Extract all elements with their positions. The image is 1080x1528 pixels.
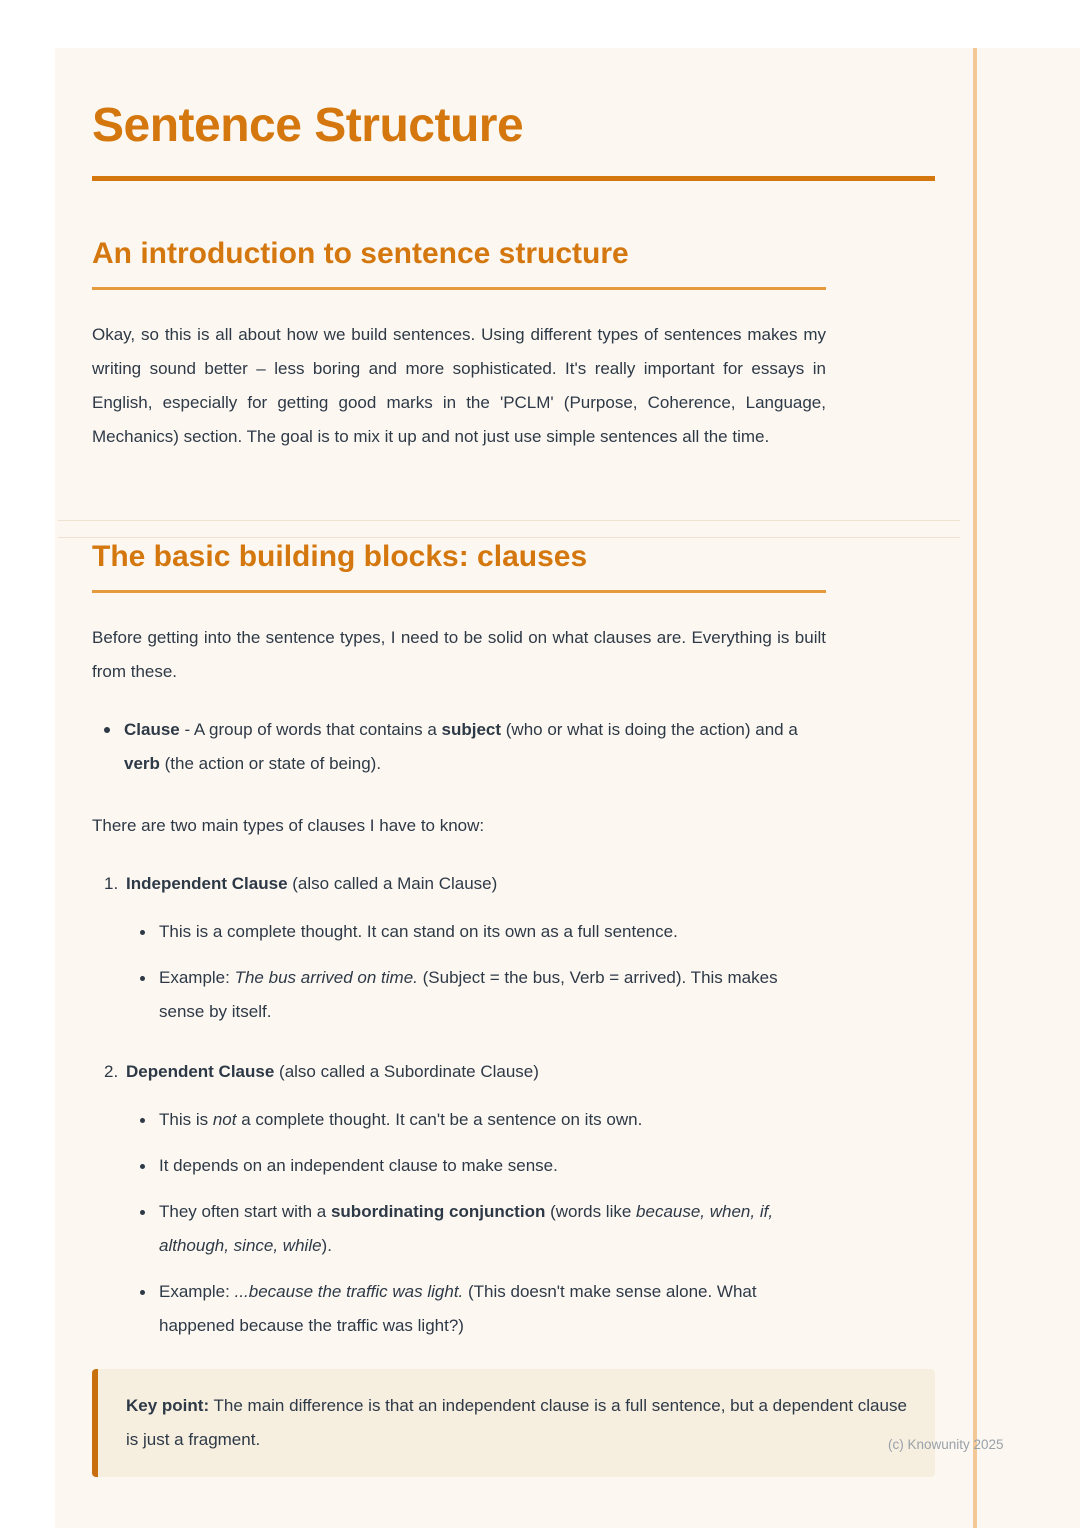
text-segment: ). (321, 1236, 332, 1255)
heading-divider (92, 287, 826, 290)
dependent-clause-term: Dependent Clause (126, 1062, 275, 1081)
list-item-text (159, 1275, 826, 1343)
bullet-icon (104, 727, 110, 733)
keypoint-text (126, 1389, 907, 1457)
bullet-icon (140, 1290, 145, 1295)
list-item (140, 1195, 826, 1263)
bullet-icon (140, 930, 145, 935)
text-segment: (who or what is doing the action) and a (501, 720, 798, 739)
list-item (140, 915, 826, 949)
introduction-paragraph: Okay, so this is all about how we build sentences. Using different types of sentences makes my writing sound better – less boring and more sophisticated. It's really important for essays in English, especially for getting good marks in the 'PCLM' (Purpose, Coherence, Language, Mechanics) section. The goal is to mix it up and not just use simple sentences all the time. (92, 325, 826, 446)
text-segment: This is (159, 1110, 213, 1129)
bullet-icon (140, 1210, 145, 1215)
section-heading-clauses: The basic building blocks: clauses (92, 540, 588, 573)
types-intro-paragraph: There are two main types of clauses I have to know: (92, 816, 485, 835)
independent-clause-heading (126, 867, 826, 901)
list-item-text (159, 1195, 826, 1263)
clauses-lead-paragraph: Before getting into the sentence types, I need to be solid on what clauses are. Everything is built from these. (92, 628, 826, 681)
text-segment: (Subject = the bus, Verb = arrived). This makes sense by itself. (159, 968, 778, 1021)
list-item (140, 1103, 826, 1137)
text-segment: (This doesn't make sense alone. What happened because the traffic was light?) (159, 1282, 757, 1335)
section-introduction (92, 237, 935, 454)
watermark: (c) Knowunity 2025 (888, 1437, 1004, 1452)
emphasis-word: not (212, 1110, 237, 1129)
text-segment: They often start with a (159, 1202, 331, 1221)
title-divider (92, 176, 935, 181)
dependent-clause-heading (126, 1055, 826, 1089)
keypoint-label: Key point: (126, 1396, 210, 1415)
bullet-icon (140, 1118, 145, 1123)
section-heading-introduction: An introduction to sentence structure (92, 237, 629, 270)
dependent-clause-points (92, 1103, 935, 1343)
list-item-text: This is a complete thought. It can stand on its own as a full sentence. (159, 922, 678, 941)
heading-divider (92, 590, 826, 593)
list-item (140, 1275, 826, 1343)
verb-term: verb (124, 754, 160, 773)
list-number: 2. (104, 1062, 119, 1081)
list-item-text (159, 961, 826, 1029)
text-segment: (also called a Main Clause) (287, 874, 498, 893)
conjunction-examples: because, when, if, although, since, while (159, 1202, 774, 1255)
example-sentence: ...because the traffic was light. (234, 1282, 464, 1301)
list-number: 1. (104, 874, 119, 893)
numbered-item-independent-clause (92, 867, 826, 901)
text-segment: (words like (545, 1202, 637, 1221)
text-segment: - A group of words that contains a (179, 720, 442, 739)
keypoint-callout (92, 1369, 935, 1477)
list-item (140, 1149, 826, 1183)
list-item-text (159, 1103, 826, 1137)
bullet-icon (140, 976, 145, 981)
clause-definition-text (124, 713, 826, 781)
page-title: Sentence Structure (92, 99, 524, 152)
subordinating-conjunction-term: subordinating conjunction (330, 1202, 546, 1221)
text-segment: Example: (159, 968, 235, 987)
subject-term: subject (441, 720, 502, 739)
section-clauses (92, 540, 935, 1477)
clause-definition-item (92, 713, 826, 781)
text-segment: a complete thought. It can't be a sentence on its own. (236, 1110, 643, 1129)
text-segment: (also called a Subordinate Clause) (274, 1062, 539, 1081)
numbered-item-dependent-clause (92, 1055, 826, 1089)
text-segment: The main difference is that an independent clause is a full sentence, but a dependent clause is just a fragment. (126, 1396, 907, 1449)
list-item (140, 961, 826, 1029)
section-gap (92, 454, 935, 484)
text-segment: (the action or state of being). (159, 754, 382, 773)
list-item-text: It depends on an independent clause to make sense. (159, 1156, 558, 1175)
bullet-icon (140, 1164, 145, 1169)
document-content (92, 0, 935, 1477)
clause-term: Clause (124, 720, 180, 739)
example-sentence: The bus arrived on time. (234, 968, 418, 987)
page-margin-line (973, 48, 977, 1528)
independent-clause-term: Independent Clause (126, 874, 288, 893)
text-segment: Example: (159, 1282, 235, 1301)
independent-clause-points (92, 915, 935, 1029)
